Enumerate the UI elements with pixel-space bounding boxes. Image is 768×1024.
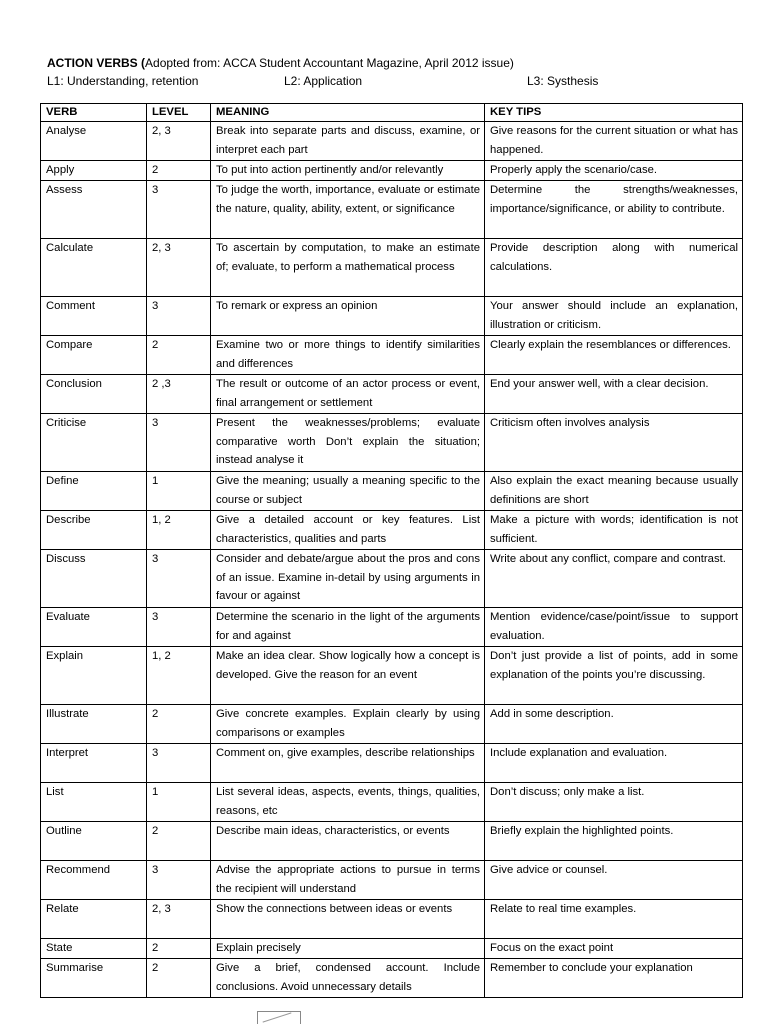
- table-row: [41, 900, 743, 939]
- level-cell: 2, 3: [147, 239, 211, 297]
- key-tips-cell: Also explain the exact meaning because usually definitions are short: [485, 472, 743, 511]
- level-cell: 2, 3: [147, 900, 211, 939]
- verb-cell: State: [41, 939, 147, 959]
- table-row: [41, 336, 743, 375]
- verb-cell: Evaluate: [41, 608, 147, 647]
- level-3-legend: L3: Systhesis: [527, 74, 599, 88]
- meaning-cell: Give the meaning; usually a meaning specific to the course or subject: [211, 472, 485, 511]
- level-1-legend: L1: Understanding, retention: [47, 74, 199, 88]
- column-header-key-tips: KEY TIPS: [485, 104, 743, 122]
- table-row: [41, 375, 743, 414]
- table-row: [41, 122, 743, 161]
- level-cell: 1: [147, 783, 211, 822]
- table-row: [41, 414, 743, 472]
- verb-cell: Comment: [41, 297, 147, 336]
- table-row: [41, 783, 743, 822]
- verb-cell: Describe: [41, 511, 147, 550]
- key-tips-cell: Provide description along with numerical calculations.: [485, 239, 743, 297]
- level-cell: 2: [147, 705, 211, 744]
- meaning-cell: Explain precisely: [211, 939, 485, 959]
- table-row: [41, 647, 743, 705]
- meaning-cell: List several ideas, aspects, events, things, qualities, reasons, etc: [211, 783, 485, 822]
- meaning-cell: To put into action pertinently and/or relevantly: [211, 161, 485, 181]
- meaning-cell: Present the weaknesses/problems; evaluate comparative worth Don’t explain the situation; instead analyse it: [211, 414, 485, 472]
- key-tips-cell: Clearly explain the resemblances or differences.: [485, 336, 743, 375]
- meaning-cell: To judge the worth, importance, evaluate or estimate the nature, quality, ability, extent, or significance: [211, 181, 485, 239]
- key-tips-cell: Criticism often involves analysis: [485, 414, 743, 472]
- document-header: [47, 54, 747, 90]
- level-cell: 1: [147, 472, 211, 511]
- verb-cell: Calculate: [41, 239, 147, 297]
- verb-cell: Criticise: [41, 414, 147, 472]
- level-cell: 2: [147, 161, 211, 181]
- meaning-cell: To remark or express an opinion: [211, 297, 485, 336]
- verb-cell: Illustrate: [41, 705, 147, 744]
- level-cell: 2: [147, 939, 211, 959]
- verb-cell: Summarise: [41, 959, 147, 998]
- table-row: [41, 939, 743, 959]
- key-tips-cell: Focus on the exact point: [485, 939, 743, 959]
- level-cell: 2: [147, 336, 211, 375]
- key-tips-cell: Don’t discuss; only make a list.: [485, 783, 743, 822]
- meaning-cell: Examine two or more things to identify similarities and differences: [211, 336, 485, 375]
- column-header-level: LEVEL: [147, 104, 211, 122]
- level-cell: 3: [147, 297, 211, 336]
- table-row: [41, 472, 743, 511]
- meaning-cell: Show the connections between ideas or events: [211, 900, 485, 939]
- verb-cell: Conclusion: [41, 375, 147, 414]
- meaning-cell: Comment on, give examples, describe relationships: [211, 744, 485, 783]
- meaning-cell: Determine the scenario in the light of the arguments for and against: [211, 608, 485, 647]
- meaning-cell: Consider and debate/argue about the pros and cons of an issue. Examine in-detail by using arguments in favour or against: [211, 550, 485, 608]
- meaning-cell: Advise the appropriate actions to pursue in terms the recipient will understand: [211, 861, 485, 900]
- verb-cell: Apply: [41, 161, 147, 181]
- meaning-cell: To ascertain by computation, to make an estimate of; evaluate, to perform a mathematical process: [211, 239, 485, 297]
- verb-cell: Interpret: [41, 744, 147, 783]
- key-tips-cell: Properly apply the scenario/case.: [485, 161, 743, 181]
- key-tips-cell: Add in some description.: [485, 705, 743, 744]
- meaning-cell: Give concrete examples. Explain clearly by using comparisons or examples: [211, 705, 485, 744]
- table-row: [41, 705, 743, 744]
- key-tips-cell: Determine the strengths/weaknesses, importance/significance, or ability to contribute.: [485, 181, 743, 239]
- level-cell: 2: [147, 822, 211, 861]
- verb-cell: Compare: [41, 336, 147, 375]
- level-cell: 3: [147, 550, 211, 608]
- table-row: [41, 181, 743, 239]
- verb-cell: Define: [41, 472, 147, 511]
- key-tips-cell: Give reasons for the current situation or what has happened.: [485, 122, 743, 161]
- verb-cell: Relate: [41, 900, 147, 939]
- meaning-cell: Give a detailed account or key features. List characteristics, qualities and parts: [211, 511, 485, 550]
- level-legend: [47, 72, 747, 90]
- key-tips-cell: Make a picture with words; identification is not sufficient.: [485, 511, 743, 550]
- key-tips-cell: Give advice or counsel.: [485, 861, 743, 900]
- key-tips-cell: Briefly explain the highlighted points.: [485, 822, 743, 861]
- table-row: [41, 861, 743, 900]
- meaning-cell: Give a brief, condensed account. Include conclusions. Avoid unnecessary details: [211, 959, 485, 998]
- table-row: [41, 822, 743, 861]
- table-header-row: [41, 104, 743, 122]
- key-tips-cell: Remember to conclude your explanation: [485, 959, 743, 998]
- key-tips-cell: Don’t just provide a list of points, add in some explanation of the points you’re discussing.: [485, 647, 743, 705]
- column-header-verb: VERB: [41, 104, 147, 122]
- level-cell: 1, 2: [147, 511, 211, 550]
- level-cell: 3: [147, 861, 211, 900]
- table-row: [41, 297, 743, 336]
- verb-cell: Outline: [41, 822, 147, 861]
- table-row: [41, 550, 743, 608]
- key-tips-cell: Relate to real time examples.: [485, 900, 743, 939]
- level-cell: 3: [147, 608, 211, 647]
- table-row: [41, 511, 743, 550]
- table-row: [41, 239, 743, 297]
- title-bold-part: ACTION VERBS (: [47, 56, 146, 70]
- table-row: [41, 608, 743, 647]
- page-footer-mark: [257, 1011, 301, 1024]
- key-tips-cell: Your answer should include an explanation, illustration or criticism.: [485, 297, 743, 336]
- level-cell: 2: [147, 959, 211, 998]
- document-title: [47, 54, 747, 72]
- level-2-legend: L2: Application: [284, 74, 363, 88]
- verb-cell: Analyse: [41, 122, 147, 161]
- level-cell: 3: [147, 744, 211, 783]
- table-row: [41, 959, 743, 998]
- table-row: [41, 161, 743, 181]
- action-verbs-table: [40, 103, 743, 998]
- key-tips-cell: Include explanation and evaluation.: [485, 744, 743, 783]
- title-source: Adopted from: ACCA Student Accountant Magazine, April 2012 issue): [145, 56, 514, 70]
- meaning-cell: The result or outcome of an actor process or event, final arrangement or settlement: [211, 375, 485, 414]
- meaning-cell: Make an idea clear. Show logically how a concept is developed. Give the reason for an event: [211, 647, 485, 705]
- key-tips-cell: Write about any conflict, compare and contrast.: [485, 550, 743, 608]
- verb-cell: Recommend: [41, 861, 147, 900]
- table-row: [41, 744, 743, 783]
- level-cell: 1, 2: [147, 647, 211, 705]
- level-cell: 3: [147, 414, 211, 472]
- verb-cell: List: [41, 783, 147, 822]
- column-header-meaning: MEANING: [211, 104, 485, 122]
- level-cell: 2 ,3: [147, 375, 211, 414]
- level-cell: 2, 3: [147, 122, 211, 161]
- level-cell: 3: [147, 181, 211, 239]
- meaning-cell: Describe main ideas, characteristics, or events: [211, 822, 485, 861]
- meaning-cell: Break into separate parts and discuss, examine, or interpret each part: [211, 122, 485, 161]
- key-tips-cell: End your answer well, with a clear decision.: [485, 375, 743, 414]
- verb-cell: Assess: [41, 181, 147, 239]
- verb-cell: Explain: [41, 647, 147, 705]
- key-tips-cell: Mention evidence/case/point/issue to support evaluation.: [485, 608, 743, 647]
- verb-cell: Discuss: [41, 550, 147, 608]
